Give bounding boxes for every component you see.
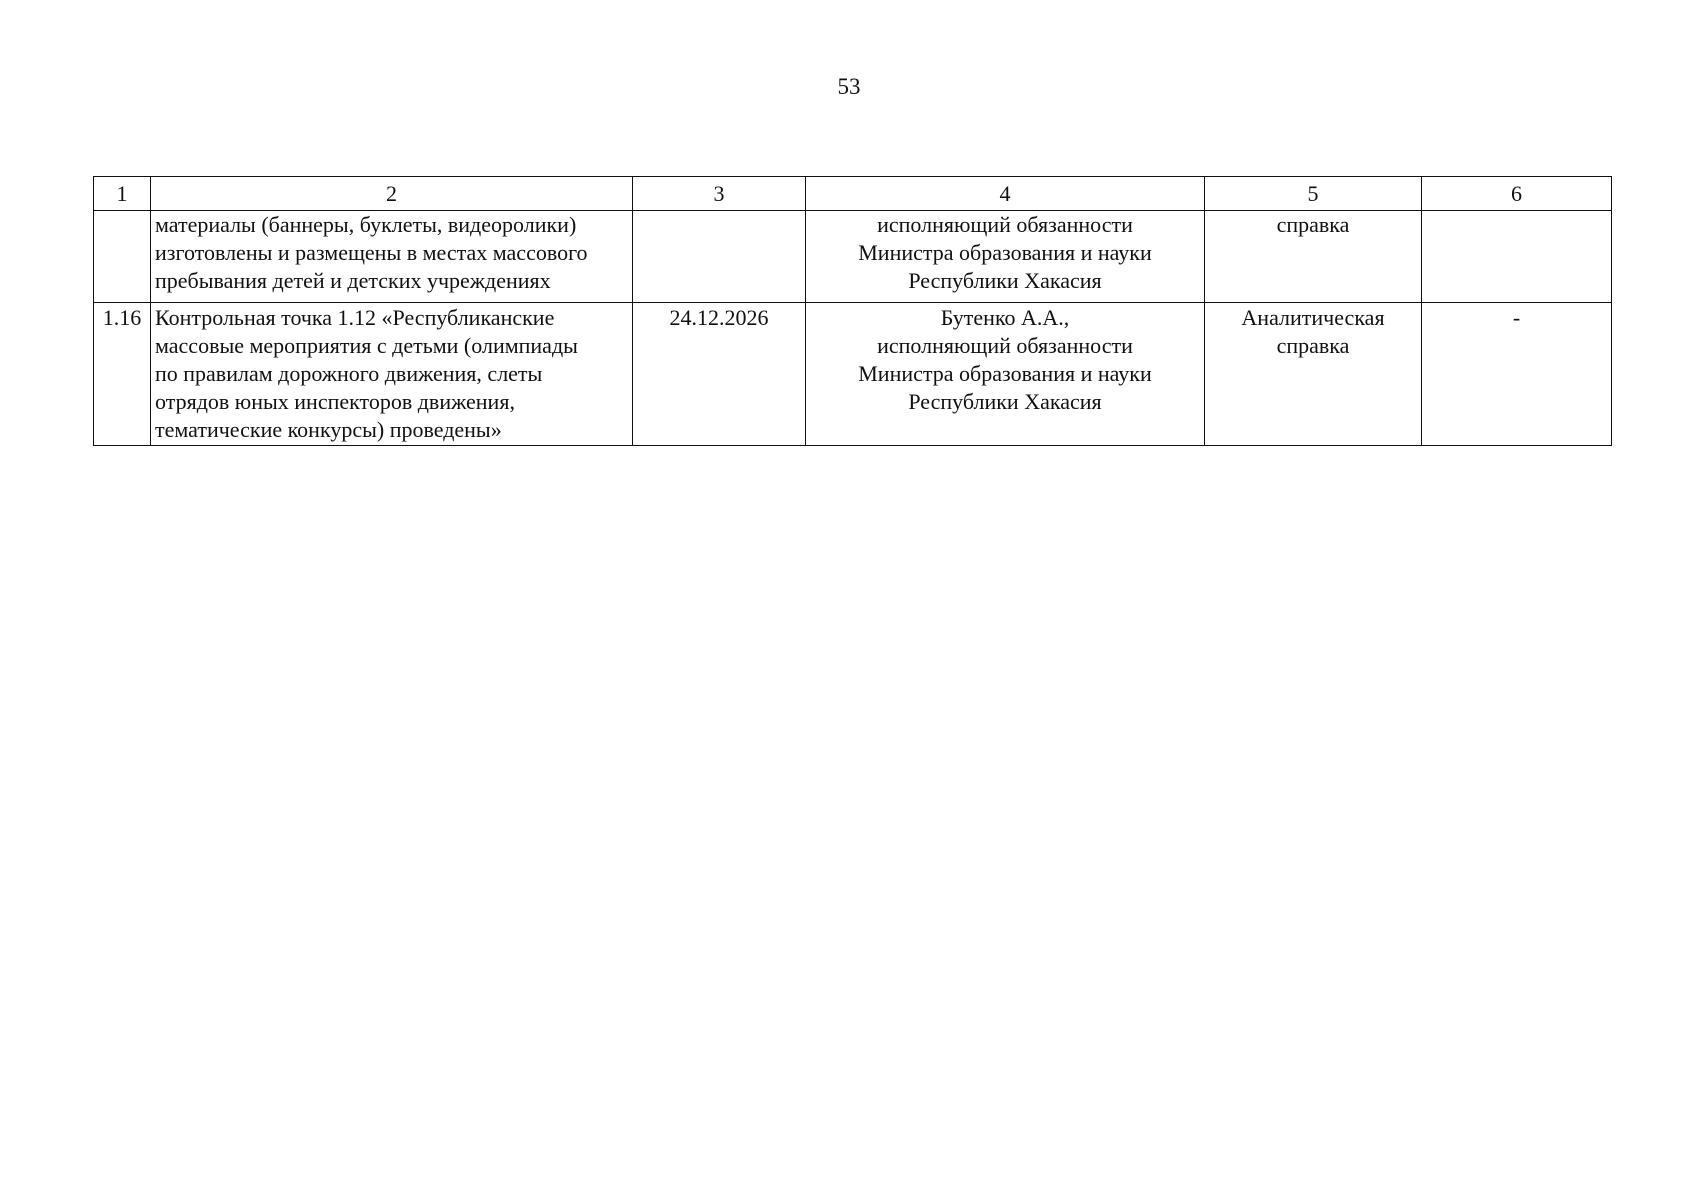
note-cell [1422,211,1612,303]
responsible-text: исполняющий обязанности Министра образования и науки Республики Хакасия [858,212,1152,293]
page-number: 53 [837,74,861,99]
note-cell [1422,303,1612,446]
header-cell-4: 4 [806,177,1205,211]
document-type-text: Аналитическая справка [1241,305,1385,358]
responsible-cell [806,211,1205,303]
header-cell-1: 1 [94,177,151,211]
table-header-row [94,177,1612,211]
header-cell-6: 6 [1422,177,1612,211]
responsible-cell [806,303,1205,446]
responsible-text: Бутенко А.А., исполняющий обязанности Министра образования и науки Республики Хакасия [858,305,1152,414]
row-number: 1.16 [102,305,142,330]
date-text: 24.12.2026 [669,305,769,330]
description-text: Контрольная точка 1.12 «Республиканские массовые мероприятия с детьми (олимпиады по правилам дорожного движения, слеты отрядов юных инспекторов движения, тематические конкурсы) проведены» [155,305,578,442]
date-cell [633,211,806,303]
description-cell [151,303,633,446]
header-cell-5: 5 [1205,177,1422,211]
header-cell-3: 3 [633,177,806,211]
table-row [94,211,1612,303]
note-text: - [1512,305,1521,330]
row-number-cell [94,211,151,303]
document-table [93,176,1612,446]
document-type-text: справка [1276,212,1350,237]
document-type-cell [1205,211,1422,303]
description-cell [151,211,633,303]
row-number-cell [94,303,151,446]
date-cell [633,303,806,446]
document-type-cell [1205,303,1422,446]
header-cell-2: 2 [151,177,633,211]
table-row [94,303,1612,446]
description-text: материалы (баннеры, буклеты, видеоролики) изготовлены и размещены в местах массового пребывания детей и детских учреждениях [155,212,588,293]
